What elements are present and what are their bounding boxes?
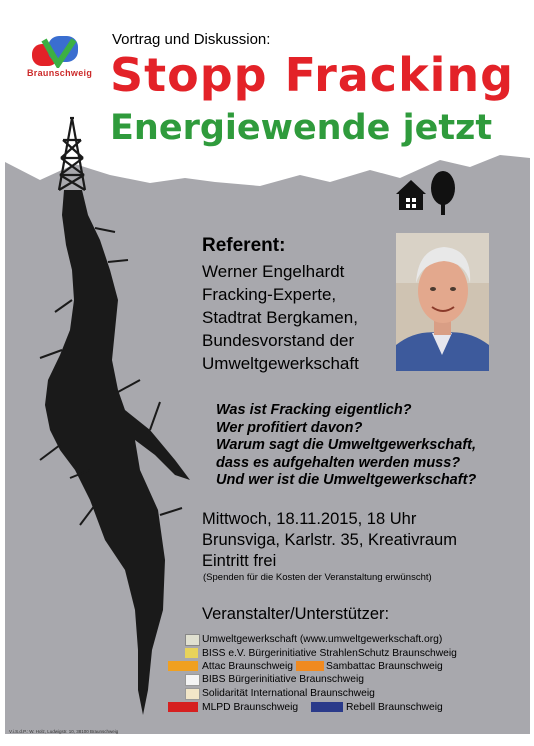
page-subtitle: Energiewende jetzt — [110, 108, 493, 148]
mlpd-logo-icon — [168, 702, 198, 712]
question-line: Was ist Fracking eigentlich? — [216, 402, 412, 418]
event-date: Mittwoch, 18.11.2015, 18 Uhr — [202, 510, 417, 528]
subtitle: Vortrag und Diskussion: — [112, 31, 271, 48]
biss-logo-icon — [185, 648, 198, 658]
bibs-logo-icon — [185, 674, 200, 686]
event-details — [202, 509, 457, 572]
speaker-line: Bundesvorstand der — [202, 331, 355, 350]
imprint: V.i.S.d.P.: W. Holz, Ludwigstr. 10, 38100 Braunschweig — [9, 729, 119, 734]
organizer-item: Attac Braunschweig — [202, 661, 294, 672]
speaker-portrait — [396, 233, 489, 371]
sambattac-logo-icon — [296, 661, 324, 671]
speaker-line: Stadtrat Bergkamen, — [202, 308, 358, 327]
house-icon — [394, 178, 428, 212]
organizer-item: MLPD Braunschweig — [202, 702, 299, 713]
speaker-heading: Referent: — [202, 235, 286, 256]
event-venue: Brunsviga, Karlstr. 35, Kreativraum — [202, 531, 457, 549]
event-entry: Eintritt frei — [202, 552, 277, 570]
speaker-line: Werner Engelhardt — [202, 262, 345, 281]
derrick-tower — [59, 118, 85, 190]
question-line: Und wer ist die Umweltgewerkschaft? — [216, 472, 477, 488]
tree-icon — [428, 170, 458, 216]
organizer-item: Umweltgewerkschaft (www.umweltgewerkschaft.org) — [202, 634, 443, 645]
speaker-details — [202, 260, 359, 375]
event-note: (Spenden für die Kosten der Veranstaltung erwünscht) — [203, 572, 432, 583]
question-line: Warum sagt die Umweltgewerkschaft, — [216, 437, 477, 453]
speaker-line: Fracking-Experte, — [202, 285, 337, 304]
speaker-line: Umweltgewerkschaft — [202, 354, 359, 373]
organizer-item: BISS e.V. Bürgerinitiative StrahlenSchutz Braunschweig — [202, 648, 457, 659]
organizer-item: Sambattac Braunschweig — [326, 661, 443, 672]
questions-list — [216, 402, 476, 490]
rebell-logo-icon — [311, 702, 343, 712]
logo-text: Braunschweig — [27, 68, 93, 78]
solidaritaet-logo-icon — [185, 688, 200, 700]
question-line: Wer profitiert davon? — [216, 419, 363, 436]
organizer-item: Solidarität International Braunschweig — [202, 688, 375, 699]
question-line: dass es aufgehalten werden muss? — [216, 454, 461, 471]
organizer-item: Rebell Braunschweig — [346, 702, 443, 713]
page-title: Stopp Fracking — [110, 48, 515, 102]
attac-logo-icon — [168, 661, 198, 671]
fracking-crack — [45, 190, 190, 715]
organizers-heading: Veranstalter/Unterstützer: — [202, 605, 390, 623]
organizer-item: BIBS Bürgerinitiative Braunschweig — [202, 674, 364, 685]
umweltgewerkschaft-logo-icon — [30, 34, 82, 68]
umweltgewerkschaft-logo-icon — [185, 634, 200, 646]
